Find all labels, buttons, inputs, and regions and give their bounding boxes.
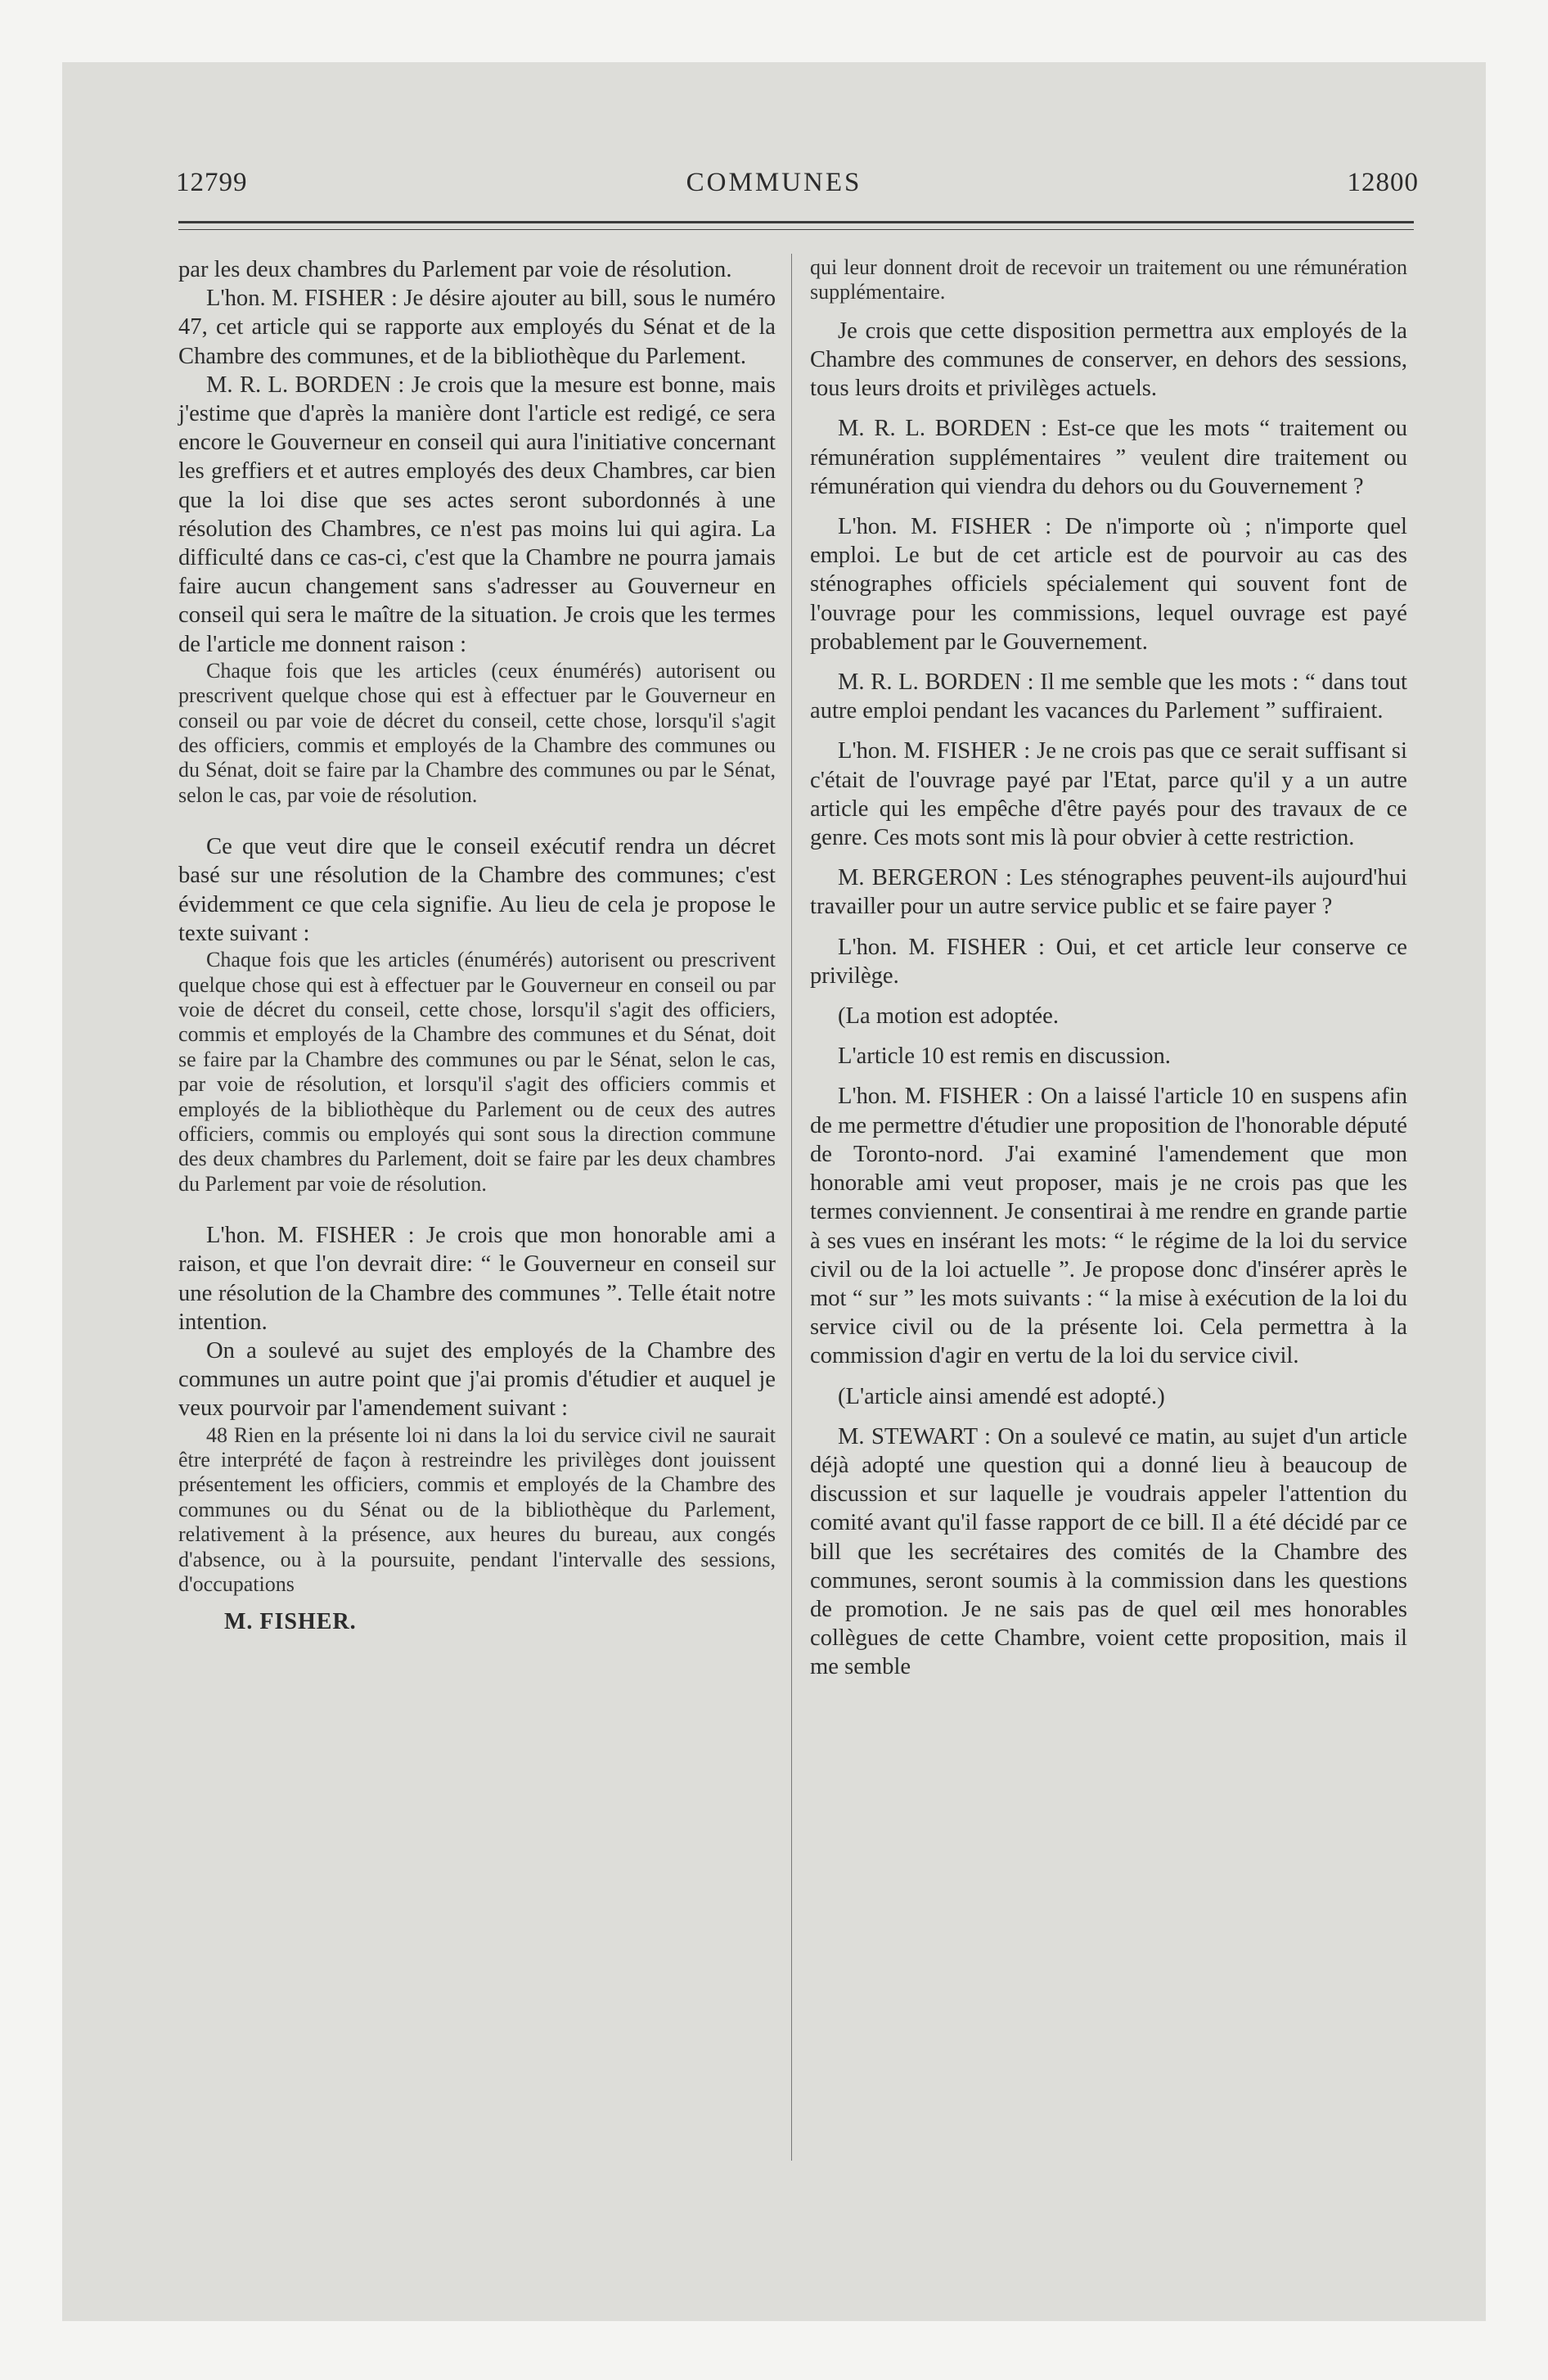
paragraph: L'hon. M. FISHER : Je désire ajouter au bill, sous le numéro 47, cet article qui se rapporte aux employés du Sénat et de la Chambre des communes, et de la bibliothèque du Parlement. bbox=[178, 286, 776, 369]
quoted-text: 48 Rien en la présente loi ni dans la loi du service civil ne saurait être interprété de façon à restreindre les privilèges dont jouissent présentement les officiers, commis et employés de la Chambre des communes ou du Sénat ou de la bibliothèque du Parlement, relativement à la présence, aux heures du bureau, aux congés d'absence, ou à la poursuite, pendant l'intervalle des sessions, d'occupations bbox=[178, 1422, 776, 1597]
header-rule-thin bbox=[178, 229, 1414, 230]
left-column bbox=[178, 255, 776, 1636]
paragraph: M. R. L. BORDEN : Je crois que la mesure est bonne, mais j'estime que d'après la manière dont l'article est redigé, ce sera encore le Gouverneur en conseil qui aura l'initiative concernant les greffiers et et autres employés des deux Chambres, car bien que la loi dise que ses actes seront subordonnés à une résolution des Chambres, ce n'est pas moins lui qui agira. La difficulté dans ce cas-ci, c'est que la Chambre ne pourra jamais faire aucun changement sans s'adresser au Gouverneur en conseil qui sera le maître de la situation. Je crois que les termes de l'article me donnent raison : bbox=[178, 372, 776, 657]
paragraph: L'hon. M. FISHER : De n'importe où ; n'importe quel emploi. Le but de cet article est de pourvoir au cas des sténographes officiels spécialement qui souvent font de l'ouvrage pour les commissions, lequel ouvrage est payé probablement par le Gouvernement. bbox=[810, 514, 1407, 655]
quoted-text: qui leur donnent droit de recevoir un traitement ou une rémunération supplémentaire. bbox=[810, 255, 1407, 304]
paragraph: Je crois que cette disposition permettra aux employés de la Chambre des communes de conserver, en dehors des sessions, tous leurs droits et privilèges actuels. bbox=[810, 318, 1407, 402]
paragraph: L'hon. M. FISHER : Je ne crois pas que ce serait suffisant si c'était de l'ouvrage payé par l'Etat, parce qu'il y a un autre article qui les empêche d'être payés pour des travaux de ce genre. Ces mots sont mis là pour obvier à cette restriction. bbox=[810, 738, 1407, 851]
quoted-text: Chaque fois que les articles (énumérés) autorisent ou prescrivent quelque chose qui est à effectuer par le Gouverneur en conseil ou par voie de décret du conseil, cette chose, lorsqu'il s'agit des officiers, commis et employés de la Chambre des communes et du Sénat, doit se faire par la Chambre des communes ou par le Sénat, selon le cas, par voie de résolution, et lorsqu'il s'agit des officiers commis et employés de la bibliothèque du Parlement ou de ceux des autres officiers, commis ou employés qui sont sous la direction commune des deux chambres du Parlement, doit se faire par les deux chambres du Parlement par voie de résolution. bbox=[178, 948, 776, 1196]
signature: M. FISHER. bbox=[224, 1609, 357, 1635]
paragraph: L'article 10 est remis en discussion. bbox=[838, 1044, 1171, 1070]
page-title: COMMUNES bbox=[686, 168, 862, 197]
paragraph: M. STEWART : On a soulevé ce matin, au sujet d'un article déjà adopté une question qui a donné lieu à beaucoup de discussion et sur laquelle je voudrais appeler l'attention du comité avant qu'il fasse rapport de ce bill. Il a été décidé par ce bill que les secrétaires des comités de la Chambre des communes, seront soumis à la commission dans les questions de promotion. Je ne sais pas de quel œil mes honorables collègues de cette Chambre, voient cette proposition, mais il me semble bbox=[810, 1423, 1407, 1680]
paragraph: (La motion est adoptée. bbox=[838, 1003, 1059, 1030]
paragraph: Ce que veut dire que le conseil exécutif rendra un décret basé sur une résolution de la Chambre des communes; c'est évidemment ce que cela signifie. Au lieu de cela je propose le texte suivant : bbox=[178, 834, 776, 946]
paragraph: (L'article ainsi amendé est adopté.) bbox=[838, 1383, 1165, 1409]
column-divider bbox=[791, 254, 792, 2161]
page-number-left: 12799 bbox=[176, 168, 248, 197]
paragraph: M. R. L. BORDEN : Est-ce que les mots “ traitement ou rémunération supplémentaires ” veulent dire traitement ou rémunération qui viendra du dehors ou du Gouvernement ? bbox=[810, 416, 1407, 499]
paragraph: On a soulevé au sujet des employés de la Chambre des communes un autre point que j'ai promis d'étudier et auquel je veux pourvoir par l'amendement suivant : bbox=[178, 1337, 776, 1422]
paragraph: L'hon. M. FISHER : On a laissé l'article 10 en suspens afin de me permettre d'étudier une proposition de l'honorable député de Toronto-nord. J'ai examiné l'amendement que mon honorable ami veut proposer, mais je ne crois pas que les termes conviennent. Je consentirai à me rendre en grande partie à ses vues en insérant les mots: “ le régime de la loi du service civil ou de la loi actuelle ”. Je propose donc d'insérer après le mot “ sur ” les mots suivants : “ la mise à exécution de la loi du service civil ou de la présente loi. Cela permettra à la commission d'agir en vertu de la loi du service civil. bbox=[810, 1084, 1407, 1369]
paragraph: par les deux chambres du Parlement par voie de résolution. bbox=[178, 257, 732, 282]
page-number-right: 12800 bbox=[1347, 168, 1419, 197]
header-rule-thick bbox=[178, 221, 1414, 223]
quoted-text: Chaque fois que les articles (ceux énumérés) autorisent ou prescrivent quelque chose qui est à effectuer par le Gouverneur en conseil ou par voie de décret du conseil, cette chose, lorsqu'il s'agit des officiers, commis et employés de la Chambre des communes ou du Sénat, doit se faire par la Chambre des communes ou par le Sénat, selon le cas, par voie de résolution. bbox=[178, 658, 776, 807]
paragraph: L'hon. M. FISHER : Oui, et cet article leur conserve ce privilège. bbox=[810, 934, 1407, 989]
paragraph: M. BERGERON : Les sténographes peuvent-ils aujourd'hui travailler pour un autre service public et se faire payer ? bbox=[810, 865, 1407, 920]
paragraph: L'hon. M. FISHER : Je crois que mon honorable ami a raison, et que l'on devrait dire: “ le Gouverneur en conseil sur une résolution de la Chambre des communes ”. Telle était notre intention. bbox=[178, 1223, 776, 1335]
paragraph: M. R. L. BORDEN : Il me semble que les mots : “ dans tout autre emploi pendant les vacances du Parlement ” suffiraient. bbox=[810, 669, 1407, 724]
right-column bbox=[810, 255, 1407, 1682]
